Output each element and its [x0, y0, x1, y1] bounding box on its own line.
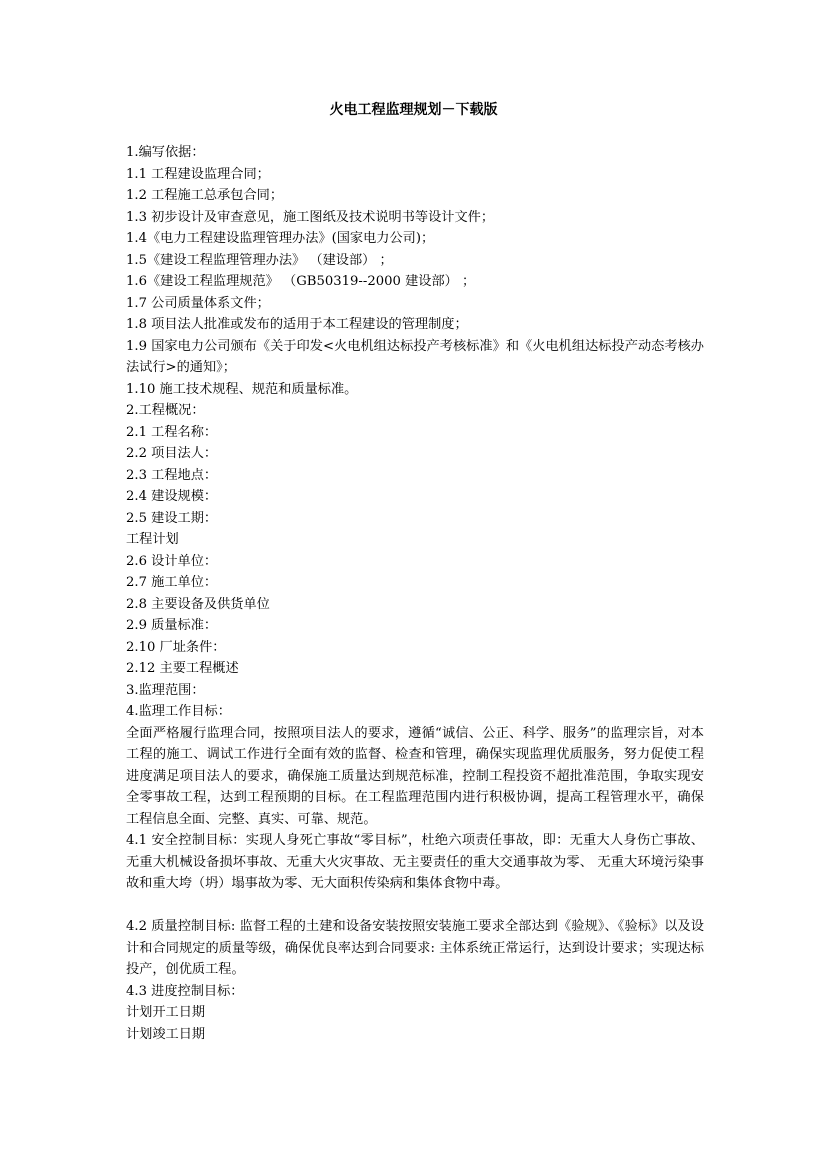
text-line: 计划竣工日期: [126, 1026, 206, 1042]
text-line: 2.4 建设规模：: [126, 489, 218, 504]
text-line: 1.6《建设工程监理规范》 （GB50319--2000 建设部） ；: [126, 274, 476, 289]
text-line: 1.5《建设工程监理管理办法》 （建设部） ；: [126, 252, 393, 268]
text-line: 1.7 公司质量体系文件；: [126, 295, 270, 311]
text-line: 2.2 项目法人：: [126, 446, 218, 461]
text-line: 计划开工日期: [126, 1005, 206, 1020]
paragraph-4: 全面严格履行监理合同，按照项目法人的要求，遵循“诚信、公正、科学、服务”的监理宗旨，对本工程的施工、调试工作进行全面有效的监督、检查和管理，确保实现监理优质服务，努力促使工程进度满足项目法人的要求，确保施工质量达到规范标准，控制工程投资不超批准范围，争取实现安全零事故工程，达到工程预期的目标。在工程监理范围内进行积极协调，提高工程管理水平，确保工程信息全面、完整、真实、可靠、规范。: [126, 725, 704, 827]
text-line: 工程计划: [126, 532, 179, 547]
text-line: 2.12 主要工程概述: [126, 661, 239, 676]
document-body: [126, 142, 704, 1045]
paragraph-4-2: 4.2 质量控制目标: 监督工程的土建和设备安装按照安装施工要求全部达到《验规》、《验标》以及设计和合同规定的质量等级，确保优良率达到合同要求: 主体系统正常运行，达到设计要求；实现达标投产，创优质工程。: [126, 919, 704, 977]
text-line: 3.监理范围：: [126, 682, 205, 698]
text-line: 2.3 工程地点：: [126, 467, 218, 483]
text-line: 1.8 项目法人批准或发布的适用于本工程建设的管理制度；: [126, 317, 468, 332]
text-line: 4.3 进度控制目标：: [126, 983, 244, 999]
text-line: 2.1 工程名称：: [126, 424, 218, 440]
text-line: 2.工程概况：: [126, 403, 205, 418]
blank-line: [126, 895, 704, 917]
text-line: 2.9 质量标准：: [126, 618, 218, 633]
text-line: 1.3 初步设计及审查意见，施工图纸及技术说明书等设计文件；: [126, 209, 495, 225]
text-line: 1.1 工程建设监理合同；: [126, 166, 270, 182]
text-line: 2.5 建设工期：: [126, 510, 218, 526]
document-title: 火电工程监理规划－下载版: [329, 102, 498, 118]
text-line: 1.10 施工技术规程、规范和质量标准。: [126, 381, 358, 397]
text-line: 1.4《电力工程建设监理管理办法》(国家电力公司)；: [126, 231, 435, 246]
text-line: 2.7 施工单位：: [126, 575, 218, 590]
text-line: 2.10 厂址条件：: [126, 639, 226, 655]
paragraph-4-1: 4.1 安全控制目标：实现人身死亡事故“零目标”，杜绝六项责任事故，即：无重大人身伤亡事故、无重大机械设备损坏事故、无重大火灾事故、无主要责任的重大交通事故为零、 无重大环境污染事故和重大垮（坍）塌事故为零、无大面积传染病和集体食物中毒。: [126, 833, 704, 891]
text-line: 2.8 主要设备及供货单位: [126, 596, 270, 612]
text-line: 4.监理工作目标：: [126, 704, 231, 719]
text-line: 2.6 设计单位：: [126, 553, 218, 569]
text-line: 1.编写依据：: [126, 145, 205, 160]
text-line: 1.2 工程施工总承包合同；: [126, 188, 284, 203]
paragraph-1-9: 1.9 国家电力公司颁布《关于印发<火电机组达标投产考核标准》和《火电机组达标投产动态考核办法试行>的通知》；: [126, 338, 704, 375]
